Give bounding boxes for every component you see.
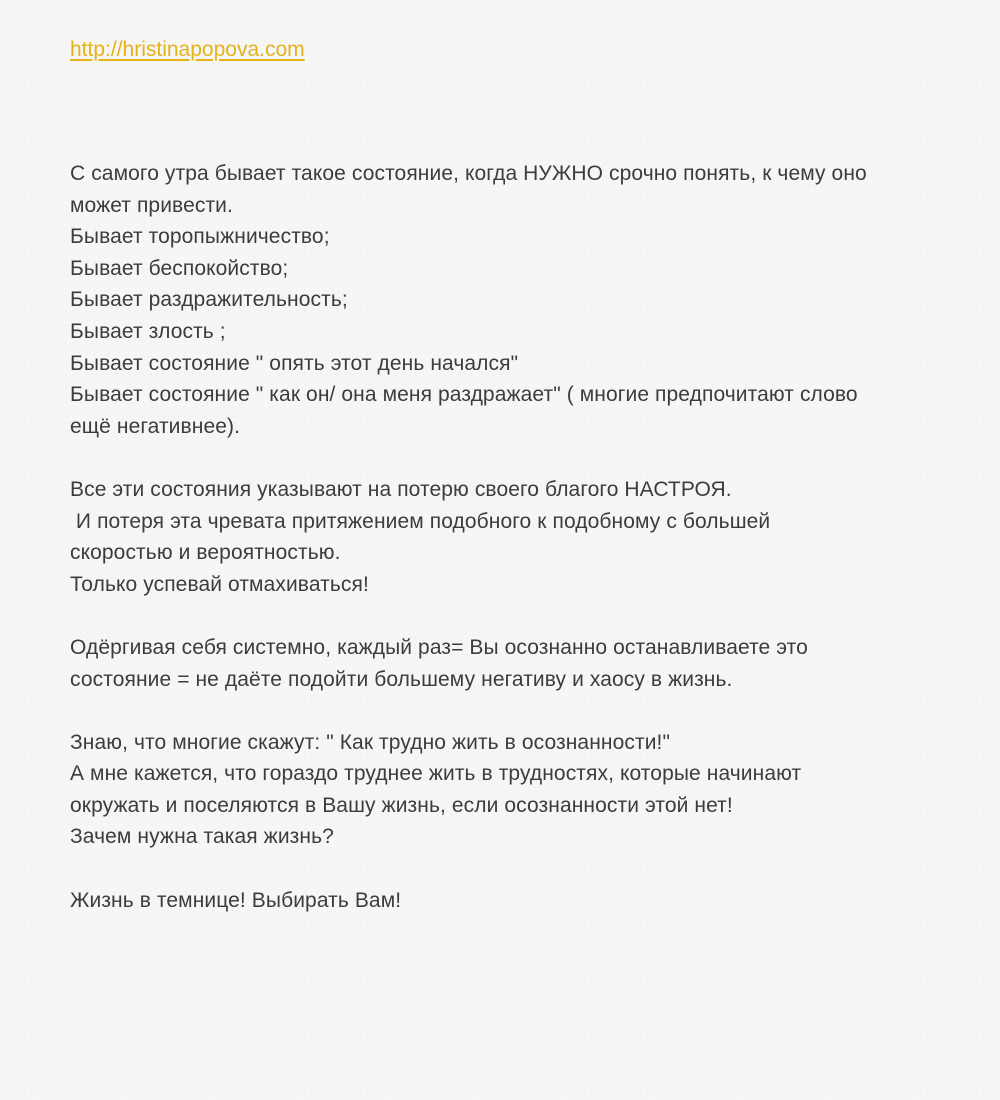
text-line: Бывает состояние " как он/ она меня раздражает" ( многие предпочитают слово (70, 383, 858, 407)
blank-line (70, 853, 970, 885)
text-line: Все эти состояния указывают на потерю своего благого НАСТРОЯ. (70, 477, 732, 501)
text-line: Только успевай отмахиваться! (70, 572, 369, 596)
text-line: Зачем нужна такая жизнь? (70, 825, 334, 849)
text-line: Бывает состояние " опять этот день начался" (70, 351, 519, 375)
text-line: Одёргивая себя системно, каждый раз= Вы осознанно останавливаете это (70, 635, 808, 659)
text-line: состояние = не даёте подойти большему негативу и хаосу в жизнь. (70, 667, 733, 691)
text-line: И потеря эта чревата притяжением подобного к подобному с большей (70, 509, 771, 533)
text-line: окружать и поселяются в Вашу жизнь, если осознанности этой нет! (70, 793, 733, 817)
blank-line (70, 442, 970, 474)
note-body (70, 158, 970, 916)
website-link[interactable]: http://hristinapopova.com (70, 38, 305, 61)
note-page (70, 36, 970, 916)
text-line: Бывает злость ; (70, 319, 226, 343)
text-line: А мне кажется, что гораздо труднее жить в трудностях, которые начинают (70, 762, 802, 786)
text-line: может привести. (70, 193, 233, 217)
text-line: Бывает беспокойство; (70, 256, 289, 280)
text-line: С самого утра бывает такое состояние, когда НУЖНО срочно понять, к чему оно (70, 162, 867, 185)
text-line: Бывает торопыжничество; (70, 225, 330, 249)
text-line: ещё негативнее). (70, 414, 241, 438)
text-line: Бывает раздражительность; (70, 288, 348, 312)
text-line: Знаю, что многие скажут: " Как трудно жить в осознанности!" (70, 730, 671, 754)
blank-line (70, 600, 970, 632)
text-line: Жизнь в темнице! Выбирать Вам! (70, 888, 402, 912)
text-line: скоростью и вероятностью. (70, 541, 341, 565)
blank-line (70, 695, 970, 727)
